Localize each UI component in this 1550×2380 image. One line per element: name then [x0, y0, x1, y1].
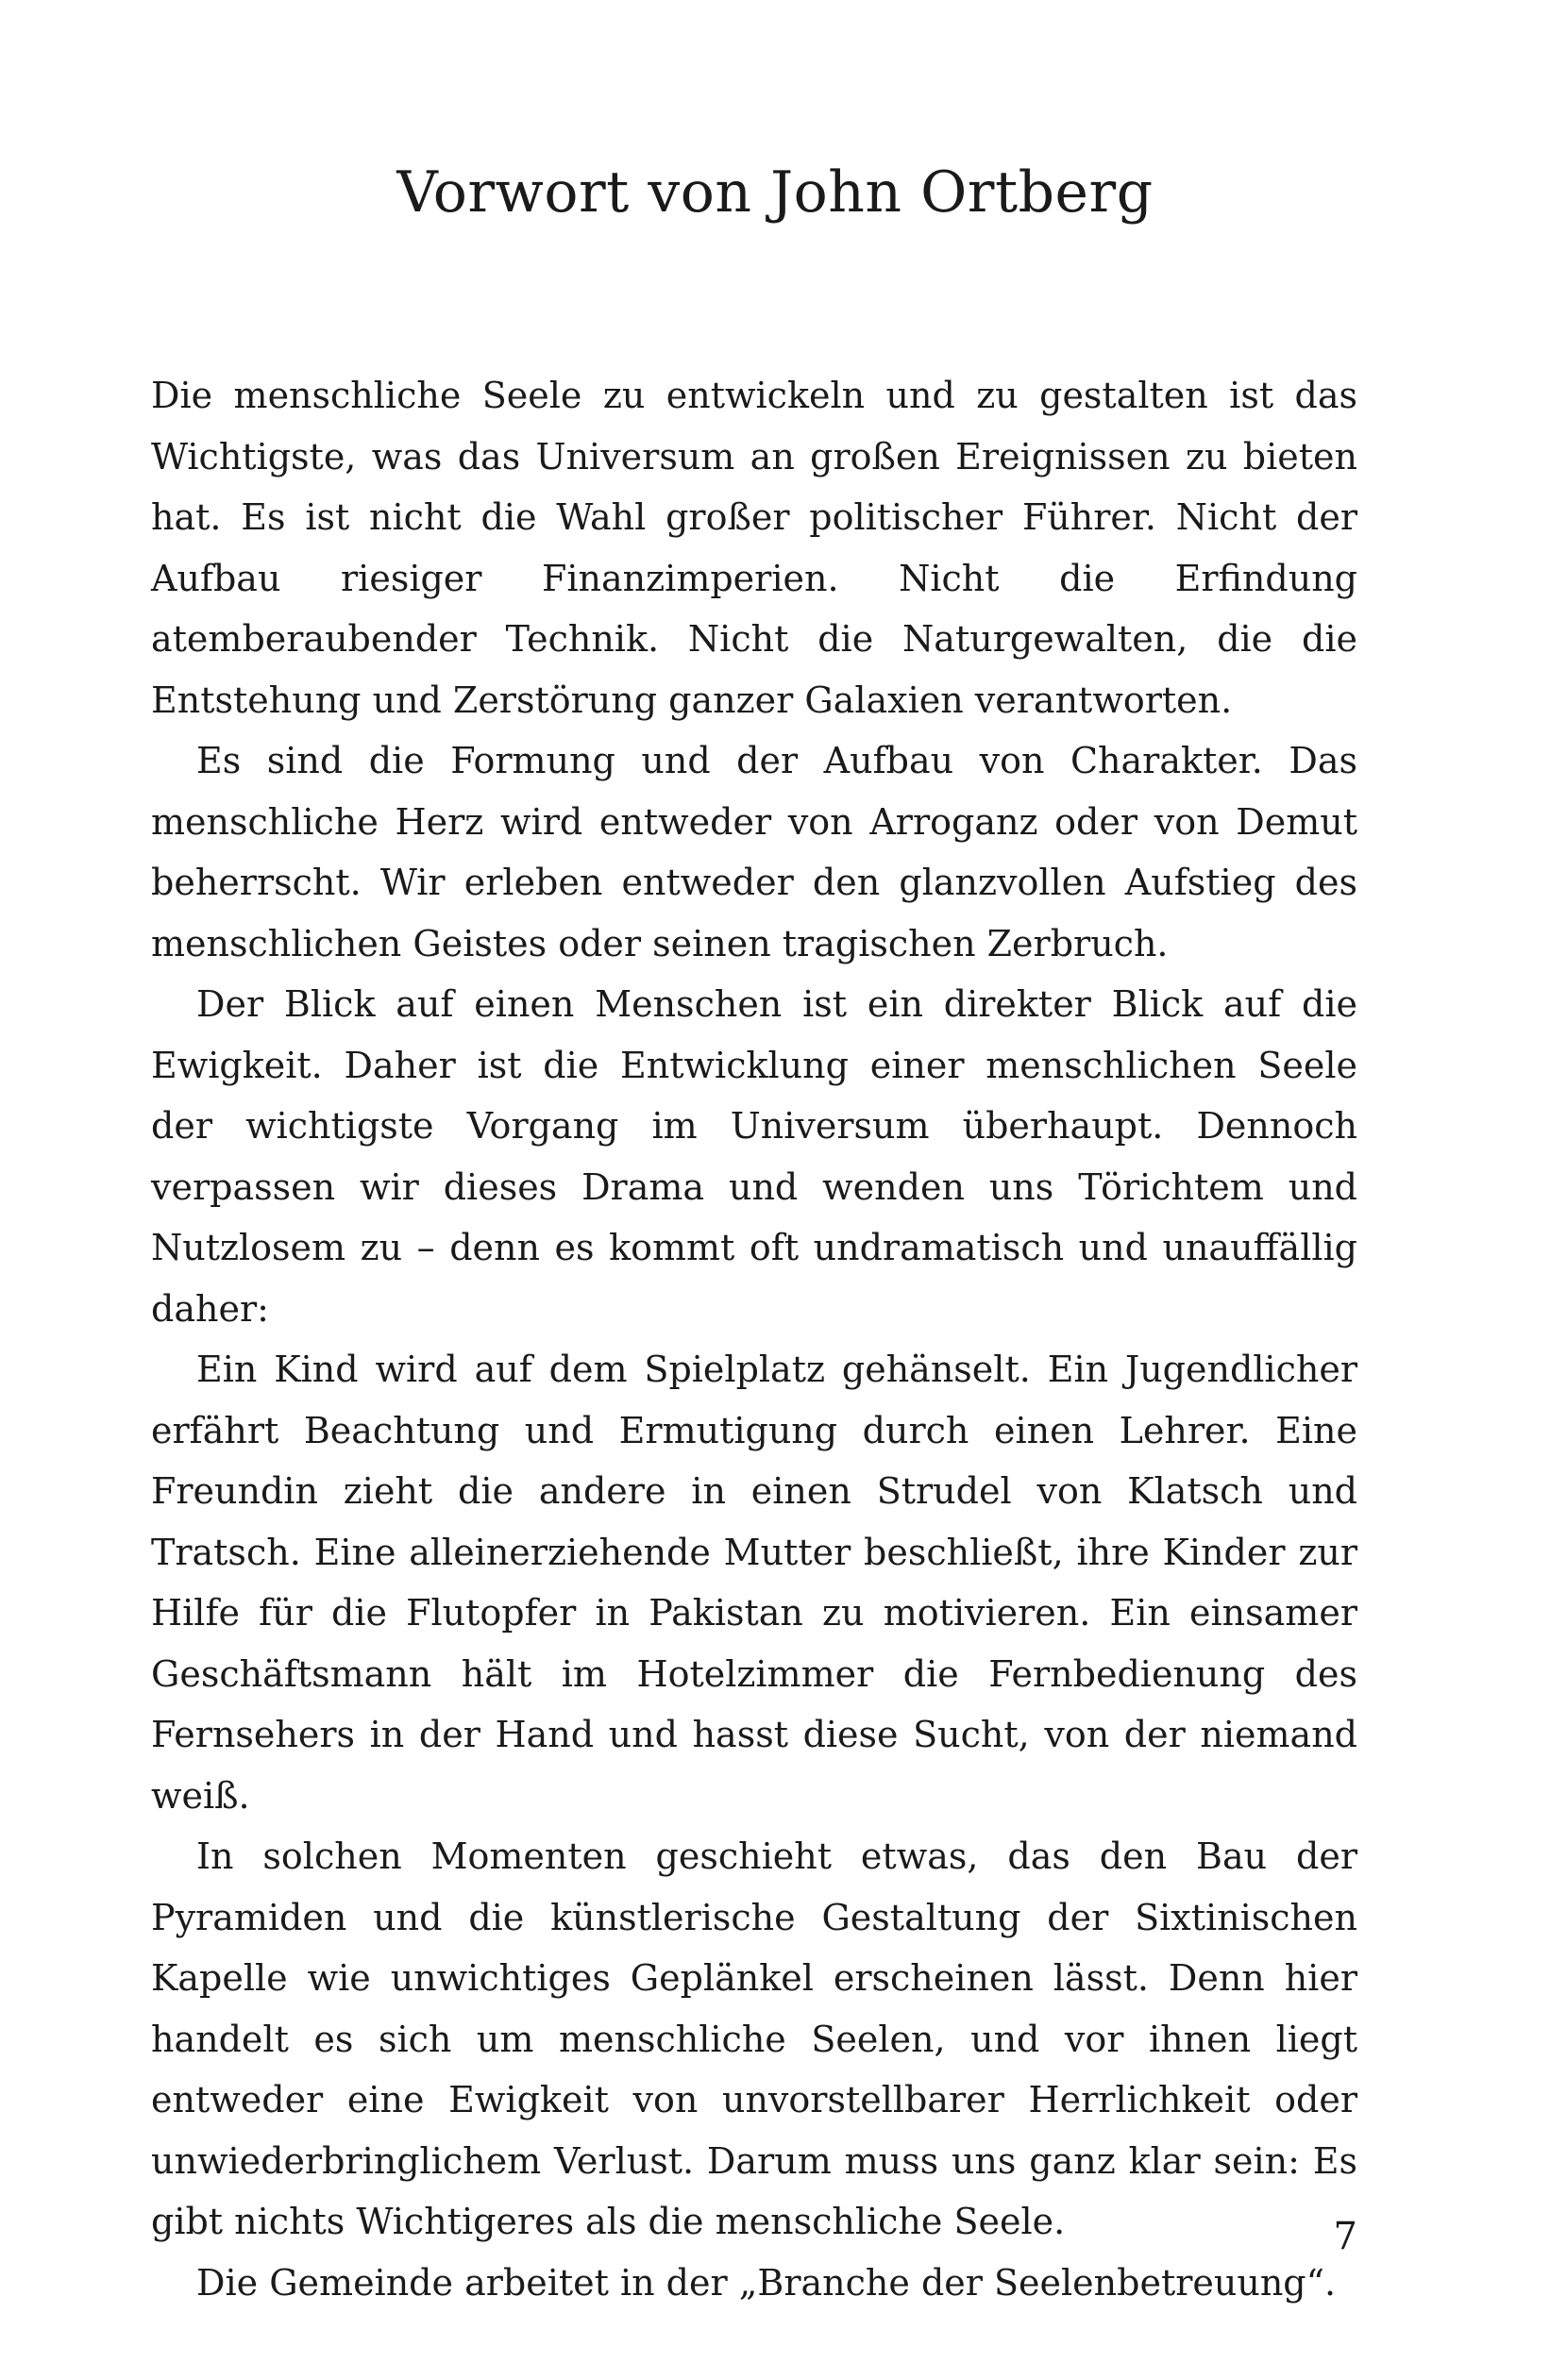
body-text	[151, 365, 1357, 2313]
paragraph-4: Ein Kind wird auf dem Spielplatz gehänselt. Ein Jugendlicher erfährt Beachtung und Ermutigung durch einen Lehrer. Eine Freundin zieht die andere in einen Strudel von Klatsch und Tratsch. Eine alleinerziehende Mutter beschließt, ihre Kinder zur Hilfe für die Flutopfer in Pakistan zu motivieren. Ein einsamer Geschäftsmann hält im Hotelzimmer die Fernbedienung des Fernsehers in der Hand und hasst diese Sucht, von der niemand weiß.	[151, 1349, 1357, 1817]
paragraph-5: In solchen Momenten geschieht etwas, das den Bau der Pyramiden und die künstlerische Gestaltung der Sixtinischen Kapelle wie unwichtiges Geplänkel erscheinen lässt. Denn hier handelt es sich um menschliche Seelen, und vor ihnen liegt entweder eine Ewigkeit von unvorstellbarer Herrlichkeit oder unwiederbringlichem Verlust. Darum muss uns ganz klar sein: Es gibt nichts Wichtigeres als die menschliche Seele.	[151, 1835, 1357, 2242]
paragraph-6: Die Gemeinde arbeitet in der „Branche der Seelenbetreuung“.	[196, 2261, 1337, 2304]
chapter-title: Vorwort von John Ortberg	[396, 159, 1154, 226]
page-number: 7	[1333, 2215, 1357, 2258]
paragraph-1: Die menschliche Seele zu entwickeln und zu gestalten ist das Wichtigste, was das Universum an großen Ereignissen zu bieten hat. Es ist nicht die Wahl großer politischer Führer. Nicht der Aufbau riesiger Finanzimperien. Nicht die Erfindung atemberaubender Technik. Nicht die Naturgewalten, die die Entstehung und Zerstörung ganzer Galaxien verantworten.	[151, 375, 1357, 721]
paragraph-2: Es sind die Formung und der Aufbau von Charakter. Das menschliche Herz wird entweder von Arroganz oder von Demut beherrscht. Wir erleben entweder den glanzvollen Aufstieg des menschlichen Geistes oder seinen tragischen Zerbruch.	[151, 740, 1357, 964]
paragraph-3: Der Blick auf einen Menschen ist ein direkter Blick auf die Ewigkeit. Daher ist die Entwicklung einer menschlichen Seele der wichtigste Vorgang im Universum überhaupt. Dennoch verpassen wir dieses Drama und wenden uns Törichtem und Nutzlosem zu – denn es kommt oft undramatisch und unauffällig daher:	[151, 983, 1357, 1330]
